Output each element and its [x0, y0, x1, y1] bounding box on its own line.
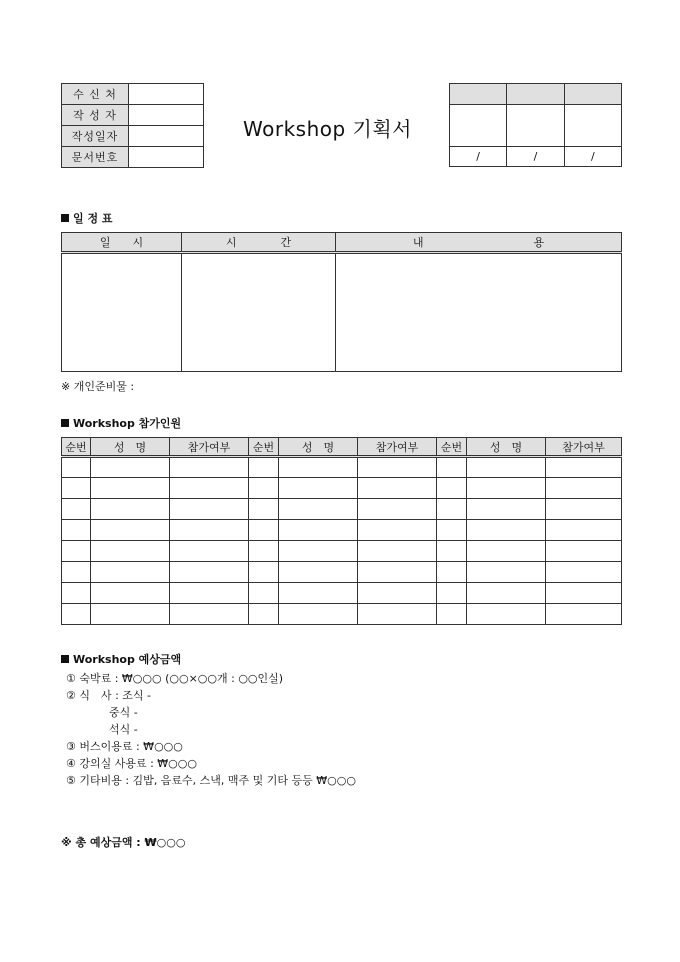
participant-number-cell[interactable]	[437, 562, 467, 583]
participant-attendance-cell[interactable]	[358, 478, 437, 499]
participant-number-cell[interactable]	[249, 583, 279, 604]
schedule-body-row	[62, 253, 622, 372]
participant-number-cell[interactable]	[249, 562, 279, 583]
col-name: 성 명	[467, 438, 546, 457]
info-row	[62, 105, 204, 126]
participant-attendance-cell[interactable]	[170, 520, 249, 541]
doc-number-label: 문서번호	[62, 147, 129, 168]
approval-header-cell	[507, 84, 564, 105]
square-bullet-icon	[61, 655, 69, 663]
participant-row	[62, 562, 622, 583]
participant-attendance-cell[interactable]	[546, 499, 622, 520]
participant-number-cell[interactable]	[62, 499, 91, 520]
lunch-text: 중식 -	[109, 706, 138, 719]
participant-attendance-cell[interactable]	[358, 583, 437, 604]
participant-attendance-cell[interactable]	[170, 457, 249, 478]
cost-heading	[61, 651, 181, 667]
participants-body	[62, 457, 622, 625]
participant-name-cell[interactable]	[91, 457, 170, 478]
total-estimate: ※ 총 예상금액 : ₩○○○	[61, 836, 186, 849]
participant-attendance-cell[interactable]	[358, 499, 437, 520]
participant-attendance-cell[interactable]	[546, 541, 622, 562]
participant-number-cell[interactable]	[62, 520, 91, 541]
supplies-note: ※ 개인준비물 :	[61, 380, 135, 393]
col-attendance: 참가여부	[358, 438, 437, 457]
doc-number-value[interactable]	[129, 147, 204, 168]
approval-header-cell	[450, 84, 507, 105]
approval-sign-row	[450, 105, 622, 147]
schedule-content-cell[interactable]	[336, 253, 622, 372]
participant-name-cell[interactable]	[279, 499, 358, 520]
recipient-label: 수 신 처	[62, 84, 129, 105]
participant-name-cell[interactable]	[91, 520, 170, 541]
schedule-header-row	[62, 233, 622, 253]
approval-sign-cell[interactable]	[450, 105, 507, 147]
participant-attendance-cell[interactable]	[546, 457, 622, 478]
col-attendance: 참가여부	[546, 438, 622, 457]
participant-number-cell[interactable]	[437, 478, 467, 499]
participant-number-cell[interactable]	[62, 541, 91, 562]
participant-number-cell[interactable]	[62, 583, 91, 604]
date-label: 작성일자	[62, 126, 129, 147]
participant-name-cell[interactable]	[467, 604, 546, 625]
participant-attendance-cell[interactable]	[546, 562, 622, 583]
participant-number-cell[interactable]	[62, 457, 91, 478]
schedule-heading	[61, 210, 113, 226]
participant-number-cell[interactable]	[62, 604, 91, 625]
participant-attendance-cell[interactable]	[546, 520, 622, 541]
document-title: Workshop 기획서	[243, 117, 412, 141]
participant-attendance-cell[interactable]	[170, 604, 249, 625]
approval-date-cell[interactable]: /	[507, 147, 564, 167]
info-row	[62, 84, 204, 105]
participants-heading	[61, 415, 181, 431]
participant-attendance-cell[interactable]	[170, 583, 249, 604]
participant-attendance-cell[interactable]	[358, 562, 437, 583]
date-value[interactable]	[129, 126, 204, 147]
participant-number-cell[interactable]	[437, 541, 467, 562]
participant-name-cell[interactable]	[279, 562, 358, 583]
participant-name-cell[interactable]	[279, 583, 358, 604]
approval-table	[449, 83, 622, 167]
cost-item-meals: ② 식 사 : 조식 -	[66, 689, 152, 702]
participant-name-cell[interactable]	[467, 520, 546, 541]
cost-heading-text: Workshop 예상금액	[73, 653, 182, 666]
participant-attendance-cell[interactable]	[170, 541, 249, 562]
schedule-col-datetime: 일 시	[62, 233, 182, 253]
participant-row	[62, 583, 622, 604]
participant-number-cell[interactable]	[437, 520, 467, 541]
participant-name-cell[interactable]	[467, 583, 546, 604]
participant-attendance-cell[interactable]	[170, 562, 249, 583]
square-bullet-icon	[61, 419, 69, 427]
cost-item-bus: ③ 버스이용료 : ₩○○○	[66, 740, 183, 753]
author-value[interactable]	[129, 105, 204, 126]
participant-number-cell[interactable]	[437, 499, 467, 520]
participant-name-cell[interactable]	[279, 520, 358, 541]
approval-sign-cell[interactable]	[507, 105, 564, 147]
info-row	[62, 147, 204, 168]
col-attendance: 참가여부	[170, 438, 249, 457]
dinner-text: 석식 -	[109, 723, 138, 736]
approval-date-cell[interactable]: /	[564, 147, 621, 167]
participant-number-cell[interactable]	[249, 541, 279, 562]
approval-date-row	[450, 147, 622, 167]
participant-name-cell[interactable]	[467, 499, 546, 520]
col-number: 순번	[249, 438, 279, 457]
participant-attendance-cell[interactable]	[358, 541, 437, 562]
cost-item-lodging: ① 숙박료 : ₩○○○ (○○×○○개 : ○○인실)	[66, 672, 284, 685]
approval-header-cell	[564, 84, 621, 105]
participant-name-cell[interactable]	[91, 499, 170, 520]
participant-number-cell[interactable]	[437, 583, 467, 604]
participant-name-cell[interactable]	[91, 604, 170, 625]
participant-number-cell[interactable]	[437, 457, 467, 478]
approval-sign-cell[interactable]	[564, 105, 621, 147]
participant-name-cell[interactable]	[91, 478, 170, 499]
recipient-value[interactable]	[129, 84, 204, 105]
participant-number-cell[interactable]	[249, 499, 279, 520]
participant-name-cell[interactable]	[467, 562, 546, 583]
schedule-col-time: 시 간	[182, 233, 336, 253]
participant-name-cell[interactable]	[91, 562, 170, 583]
approval-header-row	[450, 84, 622, 105]
participant-name-cell[interactable]	[279, 478, 358, 499]
participant-attendance-cell[interactable]	[358, 457, 437, 478]
participant-name-cell[interactable]	[279, 604, 358, 625]
participant-attendance-cell[interactable]	[546, 583, 622, 604]
participant-number-cell[interactable]	[62, 478, 91, 499]
schedule-time-cell[interactable]	[182, 253, 336, 372]
cost-list	[66, 670, 356, 789]
participant-name-cell[interactable]	[91, 583, 170, 604]
participant-name-cell[interactable]	[467, 457, 546, 478]
participant-name-cell[interactable]	[279, 457, 358, 478]
participant-name-cell[interactable]	[467, 478, 546, 499]
info-row	[62, 126, 204, 147]
schedule-datetime-cell[interactable]	[62, 253, 182, 372]
participant-row	[62, 604, 622, 625]
participants-header-row	[62, 438, 622, 457]
cost-item-dinner	[66, 721, 356, 738]
participant-row	[62, 520, 622, 541]
participant-number-cell[interactable]	[437, 604, 467, 625]
document-info-table	[61, 83, 204, 168]
schedule-col-content: 내 용	[336, 233, 622, 253]
participant-number-cell[interactable]	[249, 520, 279, 541]
approval-date-cell[interactable]: /	[450, 147, 507, 167]
participant-attendance-cell[interactable]	[170, 499, 249, 520]
square-bullet-icon	[61, 214, 69, 222]
participant-attendance-cell[interactable]	[546, 604, 622, 625]
participant-attendance-cell[interactable]	[358, 520, 437, 541]
participant-row	[62, 499, 622, 520]
col-name: 성 명	[91, 438, 170, 457]
participant-row	[62, 457, 622, 478]
participant-attendance-cell[interactable]	[358, 604, 437, 625]
participants-heading-text: Workshop 참가인원	[73, 417, 182, 430]
col-number: 순번	[62, 438, 91, 457]
cost-item-other: ⑤ 기타비용 : 김밥, 음료수, 스낵, 맥주 및 기타 등등 ₩○○○	[66, 774, 356, 787]
participant-name-cell[interactable]	[467, 541, 546, 562]
participant-row	[62, 541, 622, 562]
participant-attendance-cell[interactable]	[170, 478, 249, 499]
author-label: 작 성 자	[62, 105, 129, 126]
participant-number-cell[interactable]	[249, 478, 279, 499]
schedule-heading-text: 일 정 표	[73, 212, 113, 225]
participant-number-cell[interactable]	[249, 604, 279, 625]
participant-name-cell[interactable]	[279, 541, 358, 562]
col-number: 순번	[437, 438, 467, 457]
participant-name-cell[interactable]	[91, 541, 170, 562]
cost-item-classroom: ④ 강의실 사용료 : ₩○○○	[66, 757, 197, 770]
participant-row	[62, 478, 622, 499]
participant-attendance-cell[interactable]	[546, 478, 622, 499]
schedule-table	[61, 232, 622, 372]
col-name: 성 명	[279, 438, 358, 457]
cost-item-lunch	[66, 704, 356, 721]
participant-number-cell[interactable]	[249, 457, 279, 478]
participant-number-cell[interactable]	[62, 562, 91, 583]
participants-table	[61, 437, 622, 625]
